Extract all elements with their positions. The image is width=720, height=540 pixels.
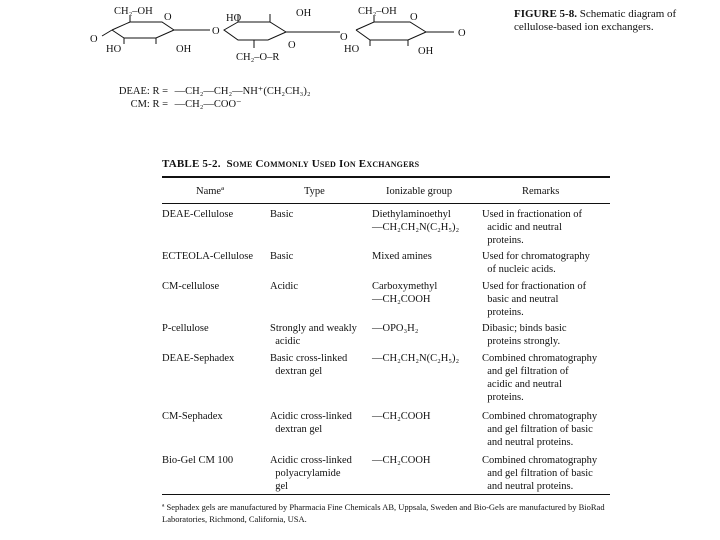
ring1-oh: OH xyxy=(176,44,192,55)
table-cell-group: Carboxymethyl —CH₂COOH xyxy=(372,281,438,305)
reagent-label: CM: R = xyxy=(130,99,168,110)
table-cell-remarks: Combined chromatography and gel filtration of basic and neutral proteins. xyxy=(482,455,598,492)
ring3-ch2oh: CH₂–OH xyxy=(358,6,397,17)
table-title xyxy=(162,158,419,170)
table-cell-name: CM-cellulose xyxy=(162,281,220,292)
table-cell-type: Basic cross-linked dextran gel xyxy=(270,353,348,377)
ring3-oh: OH xyxy=(418,46,434,57)
table-cell-remarks: Combined chromatography and gel filtration of acidic and neutral proteins. xyxy=(482,353,598,403)
table-cell-remarks: Dibasic; binds basic proteins strongly. xyxy=(482,323,567,347)
table-bottom-rule xyxy=(162,494,610,495)
table-cell-group: —CH₂CH₂N(C₂H₅)₂ xyxy=(372,353,460,364)
table-cell-type: Acidic cross-linked dextran gel xyxy=(270,411,352,435)
reagent-formula: —CH₂—COO⁻ xyxy=(174,99,242,110)
table-cell-name: P-cellulose xyxy=(162,323,209,334)
table-cell-remarks: Used for chromatography of nucleic acids. xyxy=(482,251,590,275)
figure-caption xyxy=(514,8,714,34)
ring2-oh: OH xyxy=(296,8,312,19)
reagent-row-cm xyxy=(104,98,310,111)
ring1-ch2oh: CH₂–OH xyxy=(114,6,153,17)
header-type: Type xyxy=(304,186,325,197)
table-cell-group: —OPO₃H₂ xyxy=(372,323,419,334)
table-header-rule xyxy=(162,203,610,204)
ring2-substituent: CH₂–O–R xyxy=(236,52,280,63)
header-remarks: Remarks xyxy=(522,186,560,197)
table-cell-type: Strongly and weakly acidic xyxy=(270,323,357,347)
reagent-definitions xyxy=(104,85,310,111)
ring1-ring-oxygen: O xyxy=(164,12,172,23)
table-cell-name: ECTEOLA-Cellulose xyxy=(162,251,253,262)
table-cell-group: —CH₂COOH xyxy=(372,411,431,422)
glycosidic-oxygen-1: O xyxy=(212,26,220,37)
table-label: TABLE 5-2. xyxy=(162,158,221,170)
table-cell-type: Basic xyxy=(270,209,294,220)
reagent-formula: —CH₂—CH₂—NH⁺(CH₂CH₃)₂ xyxy=(174,86,311,97)
ring2-ring-oxygen: O xyxy=(288,40,296,51)
ring3-ring-oxygen: O xyxy=(410,12,418,23)
table-cell-type: Acidic cross-linked polyacrylamide gel xyxy=(270,455,352,492)
table-cell-remarks: Used for fractionation of basic and neutral proteins. xyxy=(482,281,587,318)
table-cell-remarks: Combined chromatography and gel filtration of basic and neutral proteins. xyxy=(482,411,598,448)
table-cell-name: Bio-Gel CM 100 xyxy=(162,455,234,466)
cellulose-structure-diagram xyxy=(78,0,478,70)
figure-caption-text: Schematic diagram of cellulose-based ion exchangers. xyxy=(514,8,677,33)
reagent-row-deae xyxy=(104,85,310,98)
ring2-ho: HO xyxy=(226,13,242,24)
table-cell-group: Mixed amines xyxy=(372,251,432,262)
ring1-ho: HO xyxy=(106,44,122,55)
reagent-label: DEAE: R = xyxy=(118,86,168,97)
header-name: Nameª xyxy=(196,186,224,197)
header-ionizable-group: Ionizable group xyxy=(386,186,453,197)
glycosidic-oxygen-2: O xyxy=(340,32,348,43)
table-cell-group: —CH₂COOH xyxy=(372,455,431,466)
ring3-ho: HO xyxy=(344,44,360,55)
table-footnote: ª Sephadex gels are manufactured by Pharmacia Fine Chemicals AB, Uppsala, Sweden and Bio-Gels are manufactured by BioRad Laboratories, Richmond, California, USA. xyxy=(162,502,605,524)
table-cell-name: CM-Sephadex xyxy=(162,411,223,422)
ring1-left-oxygen: O xyxy=(90,34,98,45)
table-title-text: Some Commonly Used Ion Exchangers xyxy=(226,158,420,170)
ring3-right-oxygen: O xyxy=(458,28,466,39)
table-cell-type: Basic xyxy=(270,251,294,262)
table-cell-name: DEAE-Sephadex xyxy=(162,353,235,364)
table-cell-name: DEAE-Cellulose xyxy=(162,209,234,220)
figure-caption-label: FIGURE 5-8. xyxy=(514,8,577,20)
table-cell-group: Diethylaminoethyl —CH₂CH₂N(C₂H₅)₂ xyxy=(372,209,460,233)
table-top-rule xyxy=(162,176,610,178)
table-cell-remarks: Used in fractionation of acidic and neutral proteins. xyxy=(482,209,583,246)
table-cell-type: Acidic xyxy=(270,281,298,292)
